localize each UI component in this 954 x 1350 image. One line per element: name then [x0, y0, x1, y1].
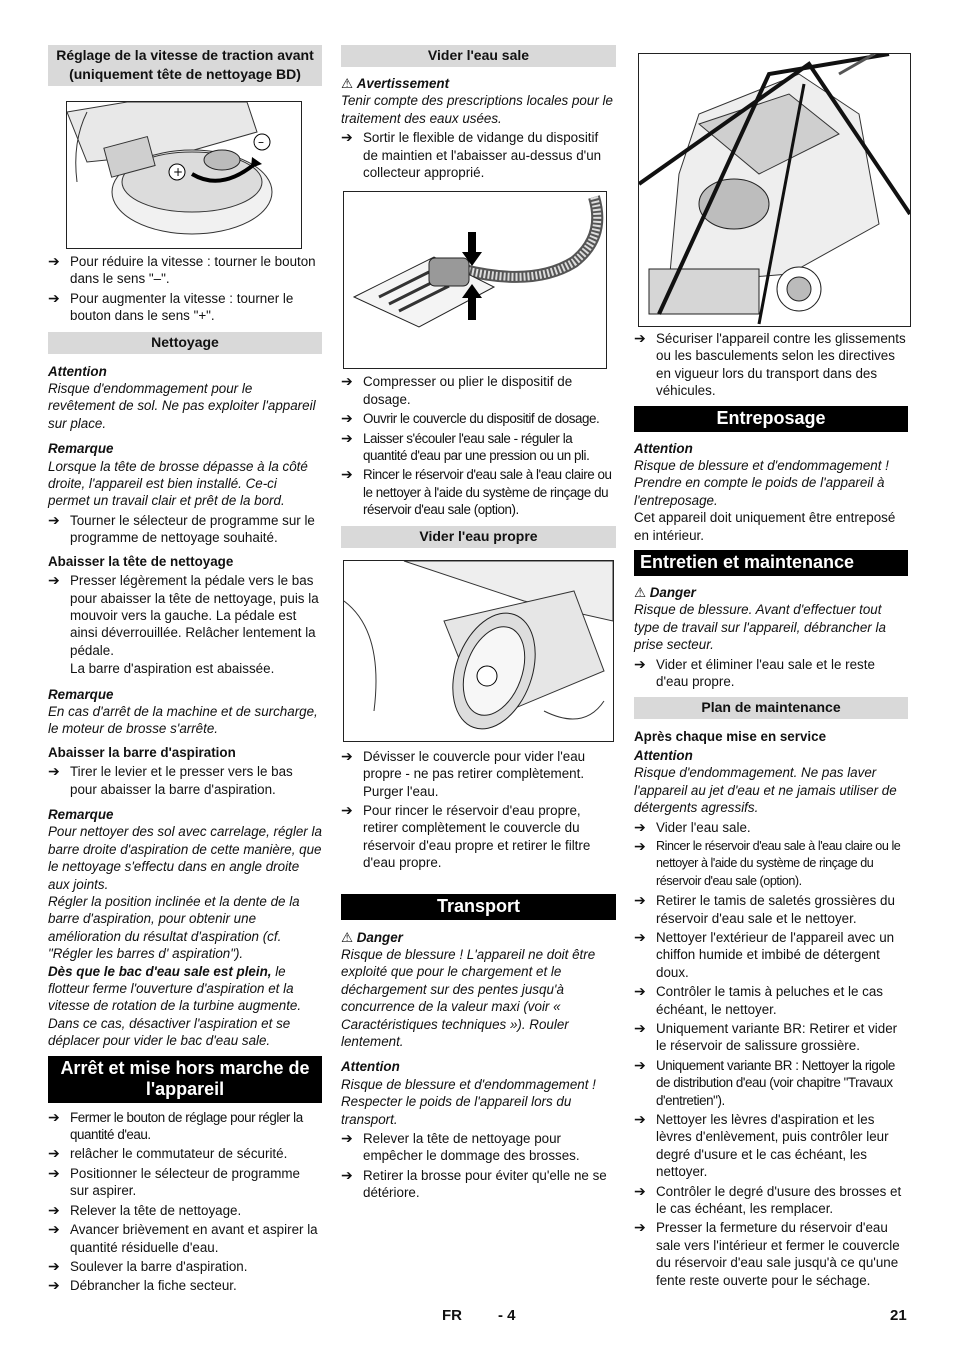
cap-drawing — [344, 561, 613, 741]
speed-step-1: ➔ Pour réduire la vitesse : tourner le bouton dans le sens "–". — [48, 253, 322, 288]
column-left — [48, 45, 322, 1295]
dirty-step-3: ➔ Ouvrir le couvercle du dispositif de dosage. — [341, 410, 616, 427]
maintenance-danger-text: Risque de blessure. Avant d'effectuer tout type de travail sur l'appareil, débrancher la prise secteur. — [634, 602, 886, 653]
remarque-text-3c: le flotteur ferme l'ouverture d'aspiration et la vitesse de rotation de la turbine augmente. Dans ce cas, désactiver l'aspiration et se déplacer pour vider le bac d'eau sale. — [48, 963, 302, 1049]
speed-knob-illustration — [66, 101, 302, 249]
machine-head-drawing — [67, 102, 301, 248]
vehicle-strapping-illustration — [638, 53, 911, 327]
footer-language: FR — [442, 1307, 462, 1324]
lower-bar-title: Abaisser la barre d'aspiration — [48, 744, 236, 760]
transport-step-2: ➔ Retirer la brosse pour éviter qu'elle ne se détériore. — [341, 1167, 616, 1202]
after-step-9: ➔ Contrôler le degré d'usure des brosses et le cas échéant, les remplacer. — [634, 1183, 908, 1218]
after-use-title: Après chaque mise en service — [634, 728, 827, 744]
stop-step-1: ➔ Fermer le bouton de réglage pour régler la quantité d'eau. — [48, 1109, 322, 1144]
remarque-label-1: Remarque — [48, 441, 114, 457]
svg-text:+: + — [173, 165, 184, 179]
storage-attention-text: Risque de blessure et d'endommagement ! Prendre en compte le poids de l'appareil à l'entreposage. — [634, 458, 889, 508]
remarque-text-3a: Pour nettoyer des sol avec carrelage, régler la barre droite d'aspiration de cette manière, que le nettoyage s'effectu dans en angle droite aux joints. — [48, 824, 322, 892]
stop-step-6: ➔ Soulever la barre d'aspiration. — [48, 1258, 322, 1275]
danger-label: ⚠ Danger — [341, 929, 616, 946]
remarque-label-3: Remarque — [48, 806, 114, 822]
remarque-text-3b: Régler la position inclinée et la dente de la barre d'aspiration, pour obtenir une amélioration du résultat d'aspiration (cf. "Régler les barres d' aspiration"). — [48, 894, 300, 962]
remarque-text-2: En cas d'arrêt de la machine et de surcharge, le moteur de brosse s'arrête. — [48, 703, 318, 737]
maintenance-step: ➔ Vider et éliminer l'eau sale et le reste d'eau propre. — [634, 656, 908, 691]
lower-head-step: ➔ Presser légèrement la pédale vers le bas pour abaisser la tête de nettoyage, puis la mouvoir vers la gauche. La pédale est ainsi déverrouillée. Relâcher lentement la pédale. — [48, 572, 322, 659]
lower-head-title: Abaisser la tête de nettoyage — [48, 553, 234, 569]
column-right — [634, 45, 908, 1289]
stop-step-5: ➔ Avancer brièvement en avant et aspirer la quantité résiduelle d'eau. — [48, 1221, 322, 1256]
lower-head-result: La barre d'aspiration est abaissée. — [70, 661, 275, 677]
transport-step-1: ➔ Relever la tête de nettoyage pour empêcher le dommage des brosses. — [341, 1130, 616, 1165]
transport-title: Transport — [341, 894, 616, 920]
attention-text: Risque d'endommagement pour le revêtement de sol. Ne pas exploiter l'appareil sur place. — [48, 381, 316, 431]
stop-step-2: ➔ relâcher le commutateur de sécurité. — [48, 1145, 322, 1162]
footer-section-page: - 4 — [498, 1307, 516, 1324]
after-step-5: ➔ Contrôler le tamis à peluches et le cas échéant, le nettoyer. — [634, 983, 908, 1018]
remarque-bold: Dès que le bac d'eau sale est plein, — [48, 963, 272, 979]
clean-step-1: ➔ Dévisser le couvercle pour vider l'eau propre - ne pas retirer complètement. Purger l'eau. — [341, 748, 616, 800]
after-step-7: ➔ Uniquement variante BR : Nettoyer la rigole de distribution d'eau (voir chapitre "Travaux d'entretien"). — [634, 1057, 908, 1109]
clean-step-2: ➔ Pour rincer le réservoir d'eau propre, retirer complètement le couvercle du réservoir d'eau propre et retirer le filtre d'eau propre. — [341, 802, 616, 872]
storage-title: Entreposage — [634, 406, 908, 432]
attention-label: Attention — [48, 363, 107, 379]
transport-attention-text: Risque de blessure et d'endommagement ! Respecter le poids de l'appareil lors du transport. — [341, 1076, 596, 1127]
dirty-step-4: ➔ Laisser s'écouler l'eau sale - réguler la quantité d'eau par une pression ou un pli. — [341, 430, 616, 465]
after-step-4: ➔ Nettoyer l'extérieur de l'appareil avec un chiffon humide et imbibé de détergent doux. — [634, 929, 908, 981]
clean-water-title: Vider l'eau propre — [341, 526, 616, 548]
warning-text: Tenir compte des prescriptions locales pour le traitement des eaux usées. — [341, 93, 613, 126]
storage-attention-label: Attention — [634, 440, 693, 456]
maintenance-title: Entretien et maintenance — [634, 550, 908, 576]
remarque-label-2: Remarque — [48, 686, 114, 702]
column-middle — [341, 45, 616, 1202]
dirty-water-title: Vider l'eau sale — [341, 45, 616, 67]
after-step-2: ➔ Rincer le réservoir d'eau sale à l'eau claire ou le nettoyer à l'aide du système de rinçage du réservoir d'eau sale (option). — [634, 838, 908, 890]
after-attention-text: Risque d'endommagement. Ne pas laver l'appareil au jet d'eau et ne jamais utiliser de détergents agressifs. — [634, 765, 897, 816]
maintenance-danger-label: ⚠ Danger — [634, 584, 908, 601]
footer-page-number: 21 — [890, 1307, 907, 1324]
maintenance-plan-title: Plan de maintenance — [634, 697, 908, 719]
storage-text: Cet appareil doit uniquement être entreposé en intérieur. — [634, 510, 896, 543]
stop-step-3: ➔ Positionner le sélecteur de programme sur aspirer. — [48, 1165, 322, 1200]
after-step-10: ➔ Presser la fermeture du réservoir d'eau sale vers l'intérieur et fermer le couvercle du réservoir d'eau sale jusqu'à ce qu'une fente reste ouverte pour le séchage. — [634, 1219, 908, 1289]
nettoyage-title: Nettoyage — [48, 332, 322, 354]
after-step-6: ➔ Uniquement variante BR: Retirer et vider le réservoir de salissure grossière. — [634, 1020, 908, 1055]
danger-text: Risque de blessure ! L'appareil ne doit être exploité que pour le chargement et le déchargement sur des pentes jusqu'à concurrence de la valeur maxi (voir « Caractéristiques techniques »). Rouler lentement. — [341, 946, 596, 1049]
clean-water-cap-illustration — [343, 560, 614, 742]
after-step-1: ➔ Vider l'eau sale. — [634, 819, 908, 836]
secure-step: ➔ Sécuriser l'appareil contre les glissements ou les basculements selon les directives en vigueur lors du transport dans des véhicules. — [634, 330, 908, 400]
hose-drawing — [344, 192, 606, 368]
svg-text:–: – — [258, 135, 264, 149]
dirty-step-2: ➔ Compresser ou plier le dispositif de dosage. — [341, 373, 616, 408]
drain-hose-illustration — [343, 191, 607, 369]
stop-step-7: ➔ Débrancher la fiche secteur. — [48, 1277, 322, 1294]
transport-attention-label: Attention — [341, 1059, 400, 1075]
program-step: ➔ Tourner le sélecteur de programme sur le programme de nettoyage souhaité. — [48, 512, 322, 547]
dirty-step-5: ➔ Rincer le réservoir d'eau sale à l'eau claire ou le nettoyer à l'aide du système de rinçage du réservoir d'eau sale (option). — [341, 466, 616, 518]
lower-bar-step: ➔ Tirer le levier et le presser vers le bas pour abaisser la barre d'aspiration. — [48, 763, 322, 798]
dirty-step-1: ➔ Sortir le flexible de vidange du dispositif de maintien et l'abaisser au-dessus d'un collecteur approprié. — [341, 129, 616, 181]
machine-strapped-drawing — [639, 54, 910, 326]
stop-section-title: Arrêt et mise hors marche de l'appareil — [48, 1056, 322, 1103]
remarque-text-1: Lorsque la tête de brosse dépasse à la côté droite, l'appareil est bien installé. Ce-ci permet un travail clair et prêt de la bord. — [48, 458, 308, 509]
after-step-3: ➔ Retirer le tamis de saletés grossières du réservoir d'eau sale et le nettoyer. — [634, 892, 908, 927]
warning-label: ⚠ Avertissement — [341, 75, 616, 92]
speed-step-2: ➔ Pour augmenter la vitesse : tourner le bouton dans le sens "+". — [48, 290, 322, 325]
after-attention-label: Attention — [634, 747, 693, 763]
speed-section-title: Réglage de la vitesse de traction avant (uniquement tête de nettoyage BD) — [48, 45, 322, 86]
after-step-8: ➔ Nettoyer les lèvres d'aspiration et les lèvres d'enlèvement, puis contrôler leur degré d'usure et le cas échéant, les nettoyer. — [634, 1111, 908, 1181]
stop-step-4: ➔ Relever la tête de nettoyage. — [48, 1202, 322, 1219]
